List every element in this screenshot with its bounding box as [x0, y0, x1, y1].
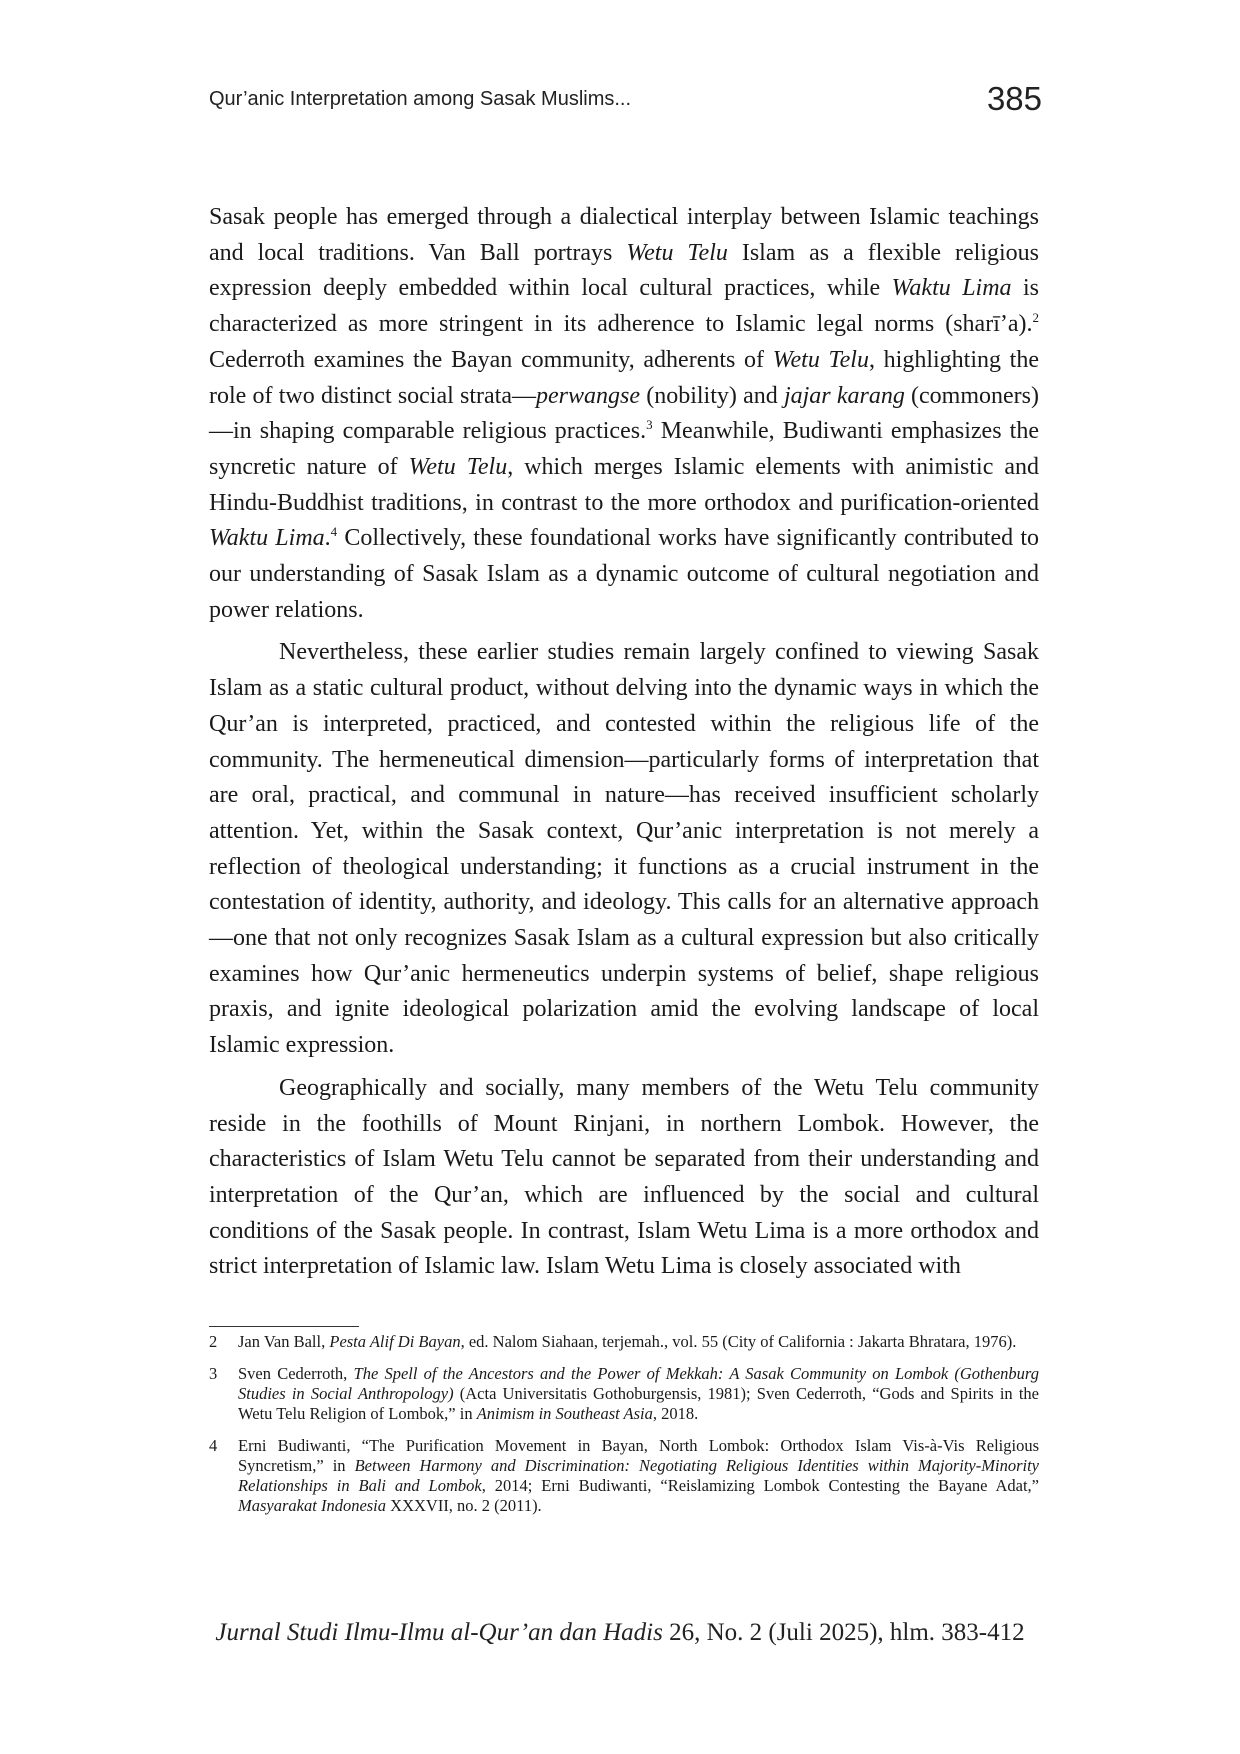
footnote-3 — [209, 1364, 1039, 1424]
journal-name: Jurnal Studi Ilmu-Ilmu al-Qur’an dan Hadis — [215, 1619, 663, 1646]
main-body — [209, 200, 1039, 1292]
footnotes — [209, 1332, 1039, 1528]
footnote-ref-3[interactable]: 3 — [646, 417, 653, 433]
footnote-number: 3 — [209, 1364, 218, 1383]
page-number: 385 — [986, 80, 1042, 117]
footnote-text: Sven Cederroth, The Spell of the Ancestors and the Power of Mekkah: A Sasak Community on Lombok (Gothenburg Studies in Social Anthropology) (Acta Universitatis Gothoburgensis, 1981); Sven Cederroth, “Gods and Spirits in the Wetu Telu Religion of Lombok,” in Animism in Southeast Asia, 2018. — [238, 1364, 1039, 1423]
footnote-4 — [209, 1436, 1039, 1516]
footnote-number: 2 — [209, 1332, 218, 1351]
running-footer — [0, 1619, 1240, 1647]
paragraph-3: Geographically and socially, many members of the Wetu Telu community reside in the foothills of Mount Rinjani, in northern Lombok. However, the characteristics of Islam Wetu Telu cannot be separated from their understanding and interpretation of the Qur’an, which are influenced by the social and cultural conditions of the Sasak people. In contrast, Islam Wetu Lima is a more orthodox and strict interpretation of Islamic law. Islam Wetu Lima is closely associated with — [209, 1074, 1039, 1280]
footnote-text: Jan Van Ball, Pesta Alif Di Bayan, ed. Nalom Siahaan, terjemah., vol. 55 (City of California : Jakarta Bhratara, 1976). — [238, 1332, 1017, 1351]
footnote-number: 4 — [209, 1436, 218, 1455]
footnote-ref-2[interactable]: 2 — [1032, 310, 1039, 326]
footnote-ref-4[interactable]: 4 — [330, 524, 338, 540]
issue-info: 26, No. 2 (Juli 2025), hlm. 383-412 — [662, 1619, 1025, 1646]
footnote-2 — [209, 1332, 1039, 1352]
running-header-title: Qur’anic Interpretation among Sasak Muslims... — [209, 88, 632, 110]
footnote-separator — [209, 1326, 359, 1327]
paragraph-1: Sasak people has emerged through a dialectical interplay between Islamic teachings and local traditions. Van Ball portrays Wetu Telu Islam as a flexible religious expression deeply embedded within local cultural practices, while Waktu Lima is characterized as more stringent in its adherence to Islamic legal norms (sharī’a).$^2$ Cederroth examines the Bayan community, adherents of Wetu Telu, highlighting the role of two distinct social strata—perwangse (nobility) and jajar karang (commoners)—in shaping comparable religious practices.$^3$ Meanwhile, Budiwanti emphasizes the syncretic nature of Wetu Telu, which merges Islamic elements with animistic and Hindu-Buddhist traditions, in contrast to the more orthodox and purification-oriented Waktu Lima.$^4$ Collectively, these foundational works have significantly contributed to our understanding of Sasak Islam as a dynamic outcome of cultural negotiation and power relations. — [209, 204, 1040, 623]
paragraph-2: Nevertheless, these earlier studies remain largely confined to viewing Sasak Islam as a static cultural product, without delving into the dynamic ways in which the Qur’an is interpreted, practiced, and contested within the religious life of the community. The hermeneutical dimension—particularly forms of interpretation that are oral, practical, and communal in nature—has received insufficient scholarly attention. Yet, within the Sasak context, Qur’anic interpretation is not merely a reflection of theological understanding; it functions as a crucial instrument in the contestation of identity, authority, and ideology. This calls for an alternative approach—one that not only recognizes Sasak Islam as a cultural expression but also critically examines how Qur’anic hermeneutics underpin systems of belief, shape religious praxis, and ignite ideological polarization amid the evolving landscape of local Islamic expression. — [209, 639, 1039, 1059]
footnote-text: Erni Budiwanti, “The Purification Movement in Bayan, North Lombok: Orthodox Islam Vis-à-Vis Religious Syncretism,” in Between Harmony and Discrimination: Negotiating Religious Identities within Majority-Minority Relationships in Bali and Lombok, 2014; Erni Budiwanti, “Reislamizing Lombok Contesting the Bayane Adat,” Masyarakat Indonesia XXXVII, no. 2 (2011). — [238, 1436, 1039, 1515]
